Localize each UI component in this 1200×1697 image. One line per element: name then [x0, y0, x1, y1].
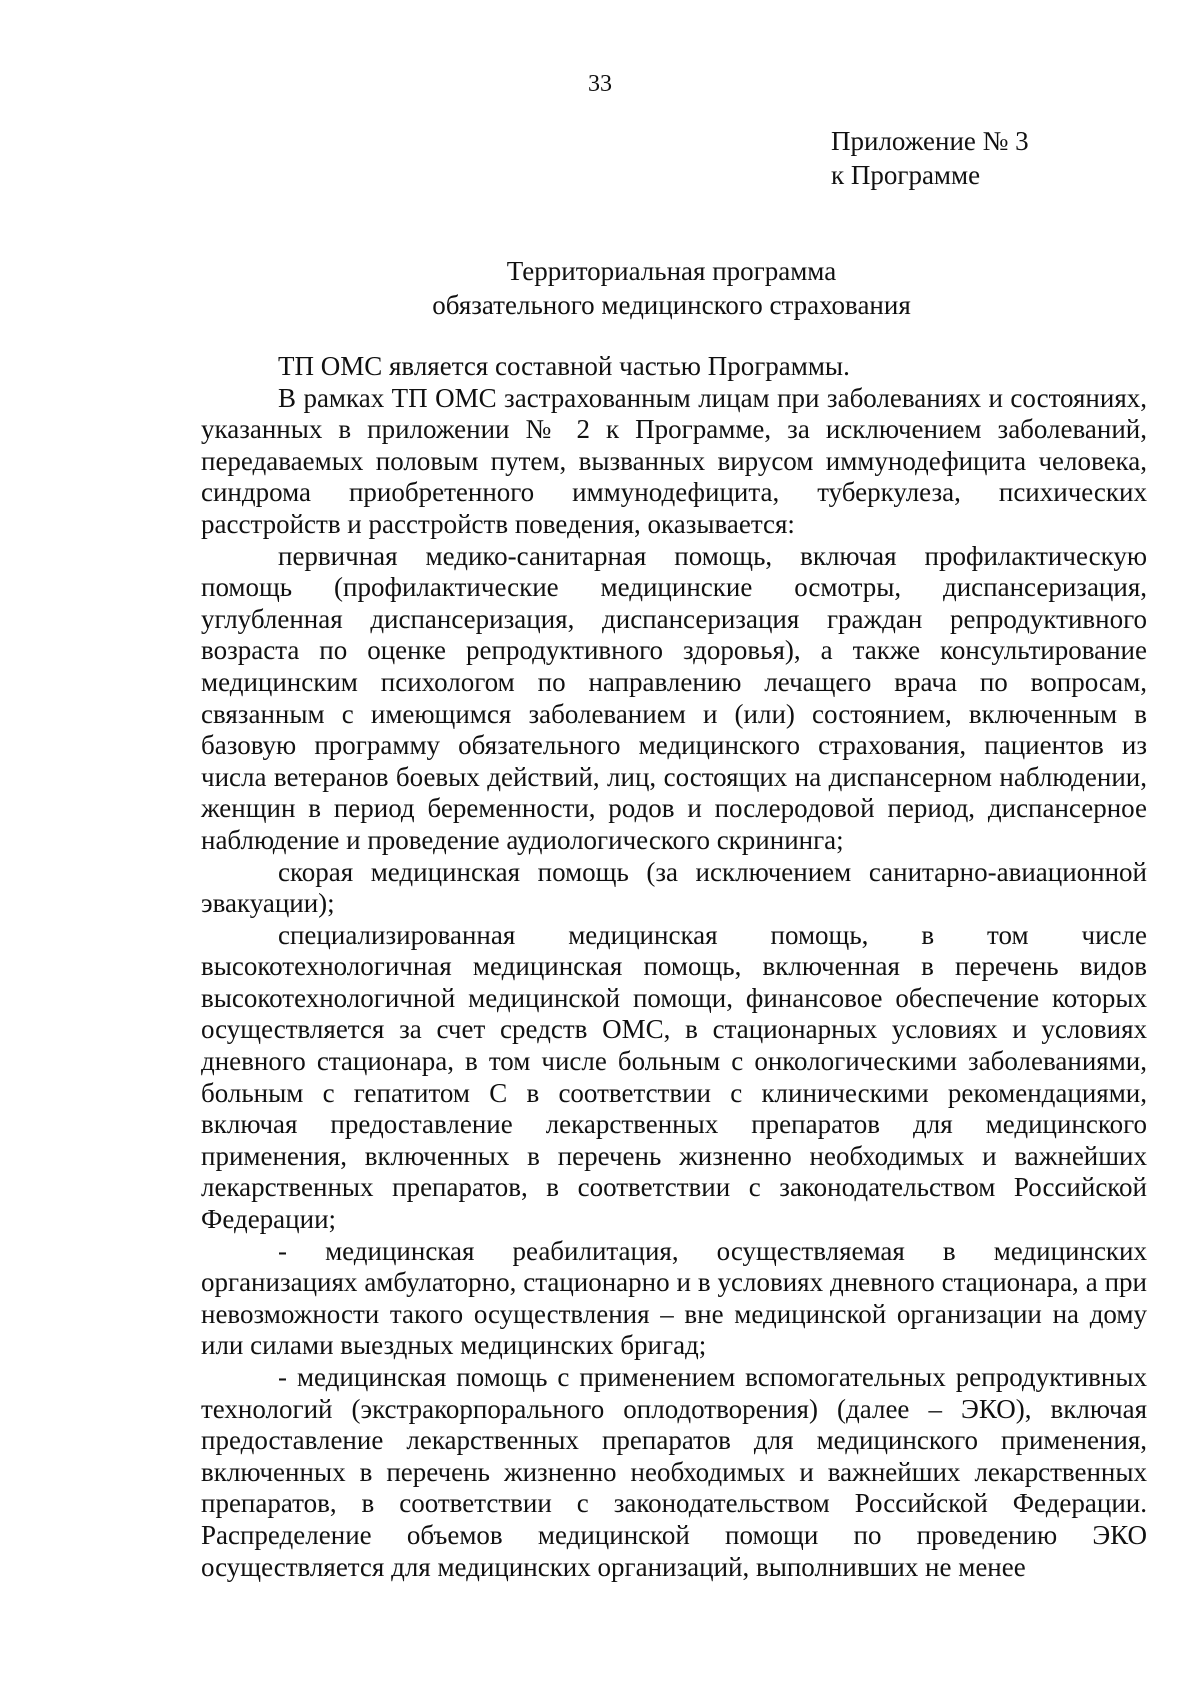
document-title	[0, 254, 1200, 322]
paragraph-emergency-care: скорая медицинская помощь (за исключением санитарно-авиационной эвакуации);	[201, 856, 1147, 919]
paragraph-intro: ТП ОМС является составной частью Программы.	[278, 351, 850, 381]
title-line-1: Территориальная программа	[506, 256, 837, 286]
paragraph-scope: В рамках ТП ОМС застрахованным лицам при заболеваниях и состояниях, указанных в приложении № 2 к Программе, за исключением заболеваний, передаваемых половым путем, вызванных вирусом иммунодефицита человека, синдрома приобретенного иммунодефицита, туберкулеза, психических расстройств и расстройств поведения, оказывается:	[201, 382, 1147, 539]
page-number: 33	[588, 71, 612, 97]
appendix-line: Приложение № 3	[831, 126, 1029, 156]
paragraph-eko: - медицинская помощь с применением вспомогательных репродуктивных технологий (экстракорпорального оплодотворения) (далее – ЭКО), включая предоставление лекарственных препаратов для медицинского применения, включенных в перечень жизненно необходимых и важнейших лекарственных препаратов, в соответствии с законодательством Российской Федерации. Распределение объемов медицинской помощи по проведению ЭКО осуществляется для медицинских организаций, выполнивших не менее	[201, 1362, 1147, 1582]
title-line-2: обязательного медицинского страхования	[432, 290, 911, 320]
paragraph-specialized-care: специализированная медицинская помощь, в том числе высокотехнологичная медицинская помощь, включенная в перечень видов высокотехнологичной медицинской помощи, финансовое обеспечение которых осуществляется за счет средств ОМС, в стационарных условиях и условиях дневного стационара, в том числе больным с онкологическими заболеваниями, больным с гепатитом С в соответствии с клиническими рекомендациями, включая предоставление лекарственных препаратов для медицинского применения, включенных в перечень жизненно необходимых и важнейших лекарственных препаратов, в соответствии с законодательством Российской Федерации;	[201, 919, 1147, 1235]
appendix-program-line: к Программе	[831, 160, 981, 190]
document-body	[201, 351, 1147, 1583]
appendix-reference	[831, 124, 1161, 192]
paragraph-rehabilitation: - медицинская реабилитация, осуществляемая в медицинских организациях амбулаторно, стационарно и в условиях дневного стационара, а при невозможности такого осуществления – вне медицинской организации на дому или силами выездных медицинских бригад;	[201, 1235, 1147, 1361]
paragraph-primary-care: первичная медико-санитарная помощь, включая профилактическую помощь (профилактические медицинские осмотры, диспансеризация, углубленная диспансеризация, диспансеризация граждан репродуктивного возраста по оценке репродуктивного здоровья), а также консультирование медицинским психологом по направлению лечащего врача по вопросам, связанным с имеющимся заболеванием и (или) состоянием, включенным в базовую программу обязательного медицинского страхования, пациентов из числа ветеранов боевых действий, лиц, состоящих на диспансерном наблюдении, женщин в период беременности, родов и послеродовой период, диспансерное наблюдение и проведение аудиологического скрининга;	[201, 540, 1147, 855]
